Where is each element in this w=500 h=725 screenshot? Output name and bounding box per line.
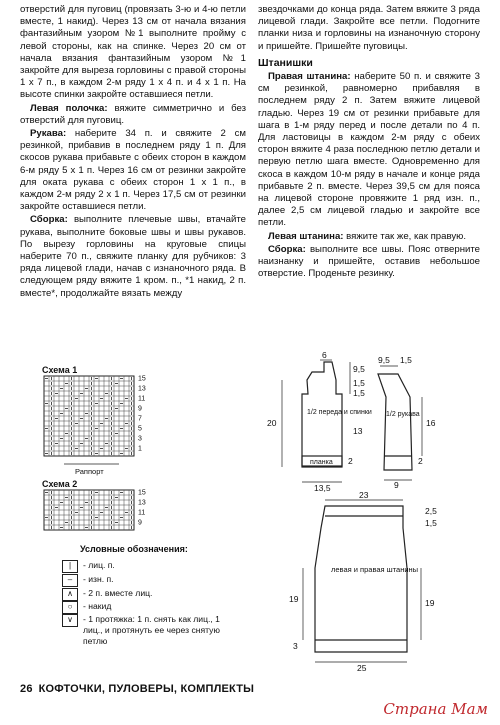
dim-label: 20: [267, 418, 277, 428]
row-number-label: 11: [138, 509, 146, 517]
paragraph: звездочками до конца ряда. Затем вяжите 3 ряда лицевой глади. Закройте все петли. Подогните планки низа и горловины на изнаночную сторону и пришейте. Пришейте пуговицы.: [258, 4, 480, 52]
row-number-label: 11: [138, 395, 146, 403]
paragraph: [258, 231, 480, 243]
dim-label: 13,5: [314, 483, 331, 493]
paragraph: [20, 128, 246, 213]
body-label: 1/2 переда и спинки: [307, 409, 372, 416]
right-text-column: [258, 4, 480, 281]
section-text: выполните плечевые швы, втачайте рукава, выполните боковые швы и швы рукавов. По вырезу горловины на круговые спицы наберите 70 п., свяжите планку для рубчиков: 3 ряда лицевой глади, начав с изнаночного ряда. В следующем ряду вяжите 1 кром. п., *1 накид, 2 п. вместе*, продолжайте вязать между: [20, 214, 247, 299]
dim-label: 13: [353, 426, 363, 436]
legend-text: - 1 протяжка: 1 п. снять как лиц., 1 лиц., и протянуть ее через снятую петлю: [83, 614, 220, 646]
section-heading: Штанишки: [258, 56, 313, 69]
legend-item: [62, 574, 227, 587]
sleeve-label: 1/2 рукава: [386, 411, 420, 418]
dim-label: 2: [418, 456, 423, 466]
dim-label: 6: [322, 350, 327, 360]
dim-label: 25: [357, 663, 367, 673]
legend-text: - изн. п.: [83, 574, 114, 584]
row-number-label: 5: [138, 425, 142, 433]
dim-label: 1,5: [353, 378, 365, 388]
row-number-label: 15: [138, 375, 146, 383]
section-text: наберите 50 п. и свяжите 3 см резинкой, равномерно прибавляя в последнем ряду 2 п. Затем вяжите лицевой гладью. Через 19 см от резинки прибавьте для шага в 1-м ряду перед и после детали по 4 п. Для ластовицы в каждом 2-м ряду с обеих сторон вяжите 4 раза последнюю петлю детали и первую петлю шага вместе. Одновременно для скоса в каждом 10-м ряду в начале и конце ряда прибавьте 2 п. вместе. Через 39,5 см для пояса на лицевой стороне провяжите 1 ряд изн. п., далее 2,5 см лицевой гладью и закройте все петли.: [258, 71, 481, 229]
dim-label: 1,5: [400, 355, 412, 365]
section-text: выполните все швы. Пояс отверните наизнанку и пришейте, оставив небольшое отверстие. Проденьте резинку.: [258, 243, 480, 280]
legend-item: [62, 601, 227, 614]
dim-label: 9: [394, 480, 399, 490]
dim-label: 9,5: [378, 355, 390, 365]
trousers-outline: [315, 506, 407, 652]
dim-label: 3: [293, 641, 298, 651]
legend-symbol-icon: ∨: [62, 614, 78, 627]
legend-text: - накид: [83, 601, 112, 611]
dim-label: 23: [359, 490, 369, 500]
section-label: Сборка:: [30, 214, 68, 226]
section-label: Левая штанина:: [268, 230, 344, 242]
row-number-label: 3: [138, 435, 142, 443]
dim-label: 2,5: [425, 506, 437, 516]
section-label: Левая полочка:: [30, 102, 108, 114]
dim-label: 19: [289, 594, 299, 604]
legend-text: - 2 п. вместе лиц.: [83, 588, 153, 598]
legend-item: [62, 588, 227, 601]
section-label: Рукава:: [30, 128, 67, 140]
section-text: вяжите так же, как правую.: [346, 230, 467, 242]
paragraph: [258, 244, 480, 281]
legend-symbol-icon: |: [62, 560, 78, 573]
rapport-label: Раппорт: [75, 467, 104, 476]
dim-label: 19: [425, 598, 435, 608]
row-number-label: 1: [138, 445, 142, 453]
paragraph: [20, 103, 246, 127]
dim-label: 2: [348, 456, 353, 466]
pattern-bottom-diagram: [285, 492, 475, 672]
scheme2-chart: [40, 488, 240, 532]
row-number-label: 13: [138, 385, 146, 393]
paragraph: [258, 71, 480, 230]
row-number-label: 9: [138, 405, 142, 413]
band-label: планка: [310, 459, 333, 466]
row-number-label: 13: [138, 499, 146, 507]
dim-label: 16: [426, 418, 436, 428]
scheme1-title: Схема 1: [42, 365, 78, 375]
legend-item: [62, 614, 227, 647]
section-title: КОФТОЧКИ, ПУЛОВЕРЫ, КОМПЛЕКТЫ: [38, 683, 255, 695]
left-text-column: [20, 4, 246, 301]
scheme1-chart: [40, 374, 240, 476]
legend-symbol-icon: ∧: [62, 588, 78, 601]
paragraph: отверстий для пуговиц (провязать 3-ю и 4-ю петли вместе, 1 накид). Через 13 см от начала вязания фантазийным узором №1 выполните пройму с левой стороны, как на спинке. Через 20 см от начала вязания фантазийным узором №1 закройте для выреза горловины с правой стороны 1 х 7 п., в каждом 2-м ряду 1 х 4 п. и 4 х 1 п. На высоте спинки закройте оставшиеся петли.: [20, 4, 246, 101]
pattern-top-diagram: [262, 352, 487, 492]
row-number-label: 7: [138, 415, 142, 423]
section-text: наберите 34 п. и свяжите 2 см резинкой, прибавив в последнем ряду 1 п. Для скосов рукава прибавьте с обеих сторон в каждом 6-м ряду 5 х 1 п. Через 16 см от резинки закройте для оката рукава с обеих сторон 1 х 1 п., в каждом 2-м ряду 2 х 1 п. Через 17,5 см от резинки закройте оставшиеся петли.: [20, 128, 246, 213]
legend-item: [62, 560, 227, 573]
page-number: 26: [20, 683, 33, 695]
dim-label: 1,5: [425, 518, 437, 528]
legend-symbol-icon: ○: [62, 601, 78, 614]
watermark-logo: Страна Мам: [383, 700, 488, 718]
row-number-label: 9: [138, 519, 142, 527]
dim-label: 1,5: [353, 388, 365, 398]
section-text: вяжите симметрично и без отверстий для пуговиц.: [20, 102, 246, 126]
scheme2-title: Схема 2: [42, 479, 78, 489]
legend-symbol-icon: –: [62, 574, 78, 587]
page-footer: [20, 683, 254, 695]
dim-label: 9,5: [353, 364, 365, 374]
trousers-label: левая и правая штанины: [331, 565, 419, 574]
row-number-label: 15: [138, 489, 146, 497]
legend-title: Условные обозначения:: [80, 544, 188, 554]
section-label: Правая штанина:: [268, 71, 351, 83]
paragraph: [20, 214, 246, 299]
legend-text: - лиц. п.: [83, 560, 115, 570]
section-label: Сборка:: [268, 243, 306, 255]
